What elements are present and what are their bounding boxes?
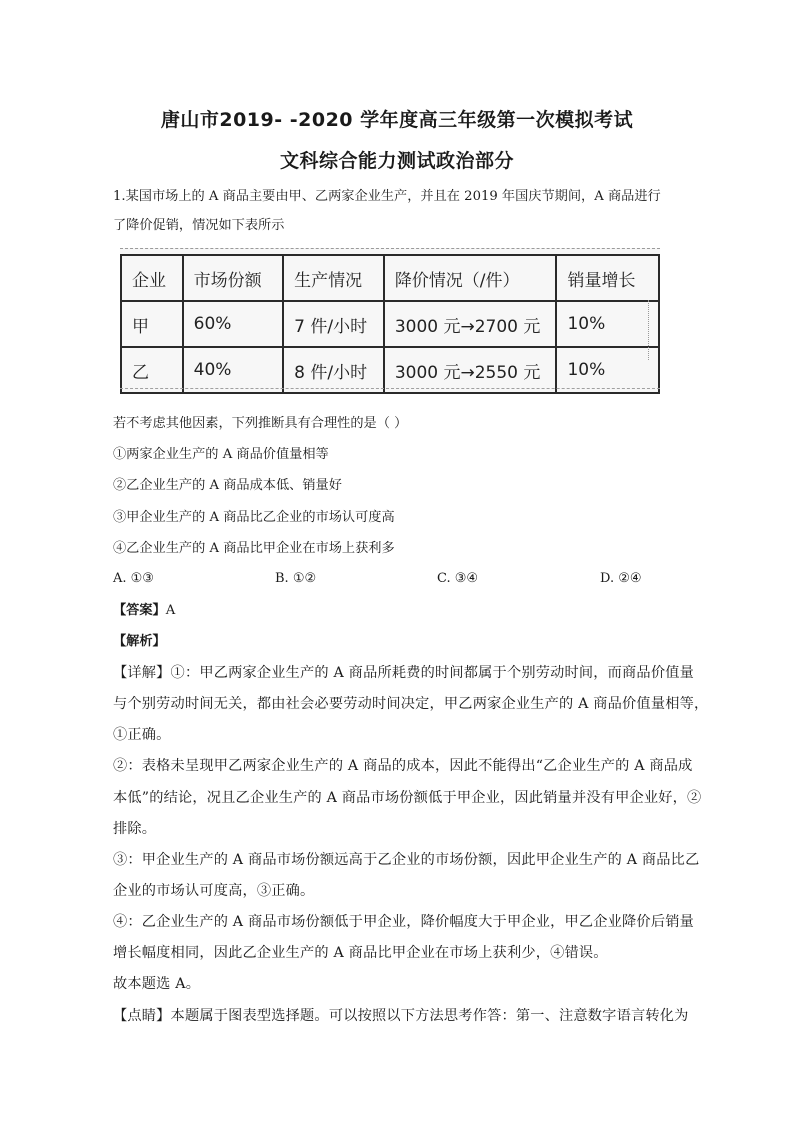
question-prompt: 若不考虑其他因素，下列推断具有合理性的是（ ） — [113, 416, 408, 431]
scanned-table-image — [120, 248, 660, 394]
table-cell: 60% — [183, 301, 284, 347]
price-table — [120, 254, 660, 394]
table-header-row — [121, 255, 659, 301]
table-cell: 7 件/小时 — [283, 301, 384, 347]
exam-title: 唐山市2019- -2020 学年度高三年级第一次模拟考试 — [160, 109, 634, 131]
choice-c: C. ③④ — [437, 571, 479, 586]
detail-line: ③：甲企业生产的 A 商品市场份额远高于乙企业的市场份额，因此甲企业生产的 A 商品比乙 — [113, 852, 700, 868]
detail-line: 排除。 — [113, 821, 157, 837]
detail-line: 增长幅度相同，因此乙企业生产的 A 商品比甲企业在市场上获利少，④错误。 — [113, 945, 608, 961]
statement-4: ④乙企业生产的 A 商品比甲企业在市场上获利多 — [113, 541, 395, 556]
detail-line: 【点睛】本题属于图表型选择题。可以按照以下方法思考作答：第一、注意数字语言转化为 — [113, 1008, 689, 1024]
table-cell: 8 件/小时 — [283, 347, 384, 393]
table-row — [121, 347, 659, 393]
table-row — [121, 301, 659, 347]
table-cell: 乙 — [121, 347, 183, 393]
detail-line: ②：表格未呈现甲乙两家企业生产的 A 商品的成本，因此不能得出“乙企业生产的 A 商品成 — [113, 758, 693, 774]
table-header-cell: 降价情况（/件） — [384, 255, 557, 301]
table-cell: 甲 — [121, 301, 183, 347]
detail-line: ④：乙企业生产的 A 商品市场份额低于甲企业，降价幅度大于甲企业，甲乙企业降价后销量 — [113, 914, 694, 930]
scan-artifact-mark — [648, 300, 649, 360]
table-cell: 10% — [556, 347, 659, 393]
choice-a: A. ①③ — [113, 571, 154, 586]
scan-artifact-bottom — [120, 388, 660, 395]
answer-value: A — [165, 603, 176, 618]
detail-line: 故本题选 A。 — [113, 976, 201, 992]
detail-line: 本低”的结论，况且乙企业生产的 A 商品市场份额低于甲企业，因此销量并没有甲企业好，② — [113, 790, 702, 806]
exam-subtitle: 文科综合能力测试政治部分 — [279, 150, 514, 172]
table-cell: 10% — [556, 301, 659, 347]
analysis-label — [113, 633, 166, 651]
detail-line: 与个别劳动时间无关，都由社会必要劳动时间决定，甲乙两家企业生产的 A 商品价值量相等， — [113, 696, 709, 712]
table-header-cell: 销量增长 — [556, 255, 659, 301]
detail-line: 企业的市场认可度高，③正确。 — [113, 883, 315, 899]
choice-b: B. ①② — [275, 571, 317, 586]
question-stem-line-1: 1.某国市场上的 A 商品主要由甲、乙两家企业生产，并且在 2019 年国庆节期间，A 商品进行 — [113, 189, 661, 204]
table-cell: 3000 元→2550 元 — [384, 347, 557, 393]
table-cell: 3000 元→2700 元 — [384, 301, 557, 347]
table-header-cell: 企业 — [121, 255, 183, 301]
table-header-cell: 生产情况 — [283, 255, 384, 301]
answer-label: 【答案】 — [113, 603, 166, 618]
detail-line: ①正确。 — [113, 727, 171, 743]
question-stem-line-2: 了降价促销，情况如下表所示 — [113, 218, 285, 233]
table-header-cell: 市场份额 — [183, 255, 284, 301]
analysis-label-text: 【解析】 — [113, 634, 166, 649]
answer-line — [113, 602, 175, 620]
choice-d: D. ②④ — [600, 571, 642, 586]
table-cell: 40% — [183, 347, 284, 393]
detail-line: 【详解】①：甲乙两家企业生产的 A 商品所耗费的时间都属于个别劳动时间，而商品价值量 — [113, 665, 694, 681]
statement-2: ②乙企业生产的 A 商品成本低、销量好 — [113, 478, 342, 493]
statement-1: ①两家企业生产的 A 商品价值量相等 — [113, 447, 329, 462]
statement-3: ③甲企业生产的 A 商品比乙企业的市场认可度高 — [113, 510, 395, 525]
